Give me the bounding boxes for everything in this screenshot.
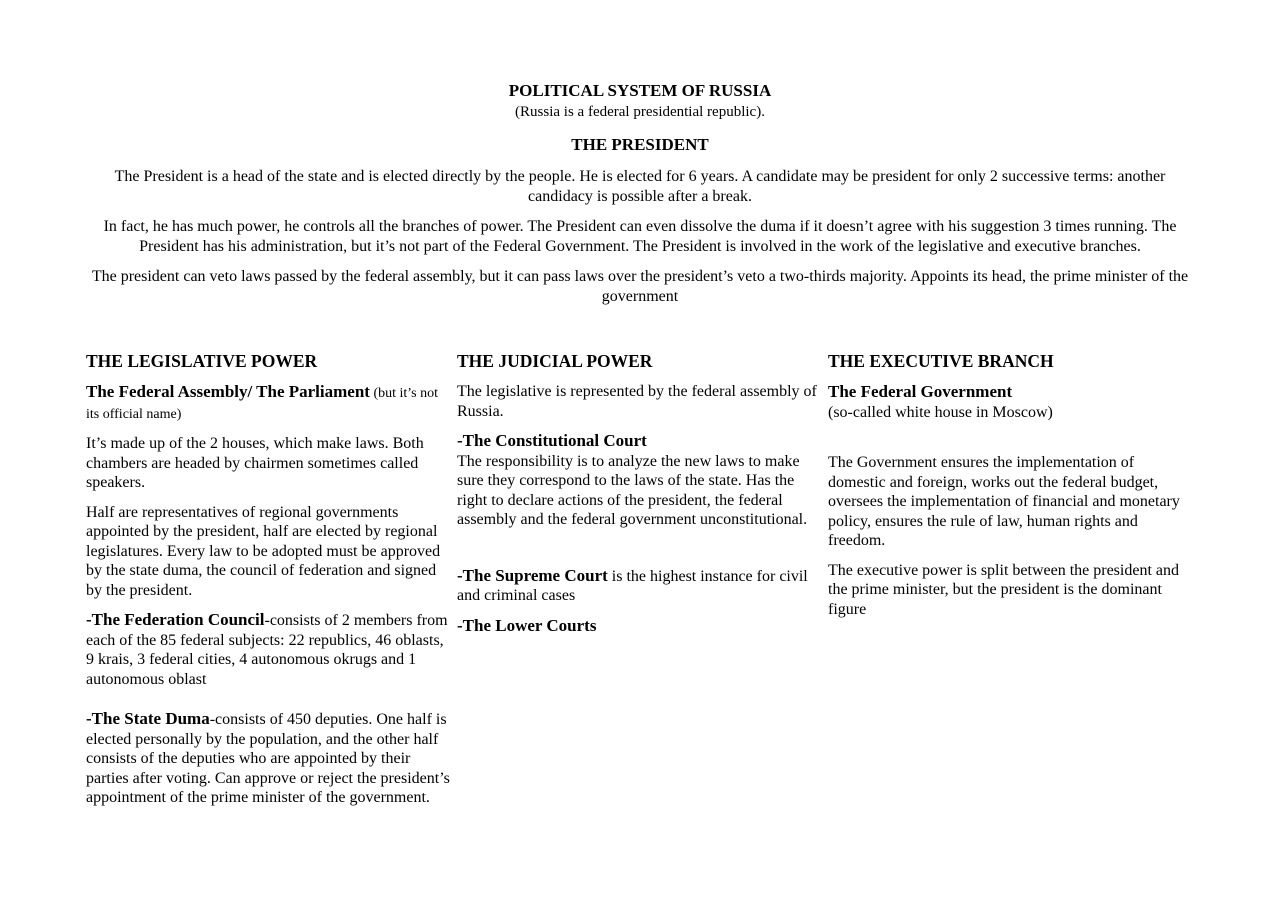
- president-paragraph-3: The president can veto laws passed by the federal assembly, but it can pass laws over the president’s veto a two-thirds majority. Appoints its head, the prime minister of the government: [91, 268, 1189, 305]
- supreme-court-text: is the highest instance for civil and criminal cases: [457, 567, 808, 604]
- lower-courts-title: -The Lower Courts: [457, 615, 597, 635]
- state-duma-block: [86, 709, 450, 808]
- legislative-paragraph-2: Half are representatives of regional governments appointed by the president, half are elected by regional legislatures. Every law to be adopted must be approved by the state duma, the council of federation and signed by the president.: [86, 503, 441, 599]
- legislative-heading: THE LEGISLATIVE POWER: [86, 351, 318, 371]
- president-paragraph-2: In fact, he has much power, he controls all the branches of power. The President can even dissolve the duma if it doesn’t agree with his suggestion 3 times running. The President has his administration, but it’s not part of the Federal Government. The President is involved in the work of the legislative and executive branches.: [103, 218, 1177, 255]
- state-duma-text: -consists of 450 deputies. One half is elected personally by the population, and the other half consists of the deputies who are appointed by their parties after voting. Can approve or reject the president’s appointment of the prime minister of the government.: [86, 711, 450, 806]
- federal-government-title: The Federal Government: [828, 382, 1013, 401]
- president-paragraph-1: The President is a head of the state and is elected directly by the people. He is elected for 6 years. A candidate may be president for only 2 successive terms: another candidacy is possible after a break.: [114, 168, 1166, 205]
- president-heading: THE PRESIDENT: [571, 135, 709, 154]
- constitutional-court-block: [457, 431, 821, 530]
- federal-assembly-block: [86, 382, 450, 424]
- federation-council-title: -The Federation Council: [86, 610, 265, 629]
- document-page: [86, 80, 1194, 806]
- federal-government-note: (so-called white house in Moscow): [828, 403, 1053, 421]
- executive-column: [828, 350, 1194, 629]
- federation-council-block: [86, 610, 450, 689]
- judicial-heading: THE JUDICIAL POWER: [457, 351, 653, 371]
- federal-government-block: [828, 382, 1194, 422]
- legislative-paragraph-1: It’s made up of the 2 houses, which make laws. Both chambers are headed by chairmen sometimes called speakers.: [86, 435, 424, 491]
- lower-courts-block: [457, 616, 821, 637]
- federation-council-text: -consists of 2 members from each of the 85 federal subjects: 22 republics, 46 oblasts, 9 krais, 3 federal cities, 4 autonomous okrugs and 1 autonomous oblast: [86, 612, 448, 688]
- legislative-column: [86, 350, 450, 818]
- judicial-intro: The legislative is represented by the federal assembly of Russia.: [457, 383, 817, 420]
- constitutional-court-title: -The Constitutional Court: [457, 431, 647, 450]
- executive-heading: THE EXECUTIVE BRANCH: [828, 351, 1054, 371]
- state-duma-title: -The State Duma: [86, 709, 210, 728]
- supreme-court-title: -The Supreme Court: [457, 565, 608, 585]
- federal-assembly-note: (but it’s not its official name): [86, 386, 439, 422]
- supreme-court-block: [457, 566, 821, 606]
- executive-paragraph-2: The executive power is split between the president and the prime minister, but the president is the dominant figure: [828, 561, 1179, 618]
- federal-assembly-title: The Federal Assembly/ The Parliament: [86, 382, 370, 401]
- executive-paragraph-1: The Government ensures the implementation of domestic and foreign, works out the federal budget, oversees the implementation of financial and monetary policy, ensures the rule of law, human rights and freedom.: [828, 454, 1180, 549]
- constitutional-court-text: The responsibility is to analyze the new laws to make sure they correspond to the laws of the state. Has the right to declare actions of the president, the federal assembly and the federal government unconstitutional.: [457, 452, 808, 528]
- judicial-column: [457, 350, 821, 646]
- document-subtitle: (Russia is a federal presidential republic).: [515, 104, 765, 120]
- document-title: POLITICAL SYSTEM OF RUSSIA: [508, 81, 772, 100]
